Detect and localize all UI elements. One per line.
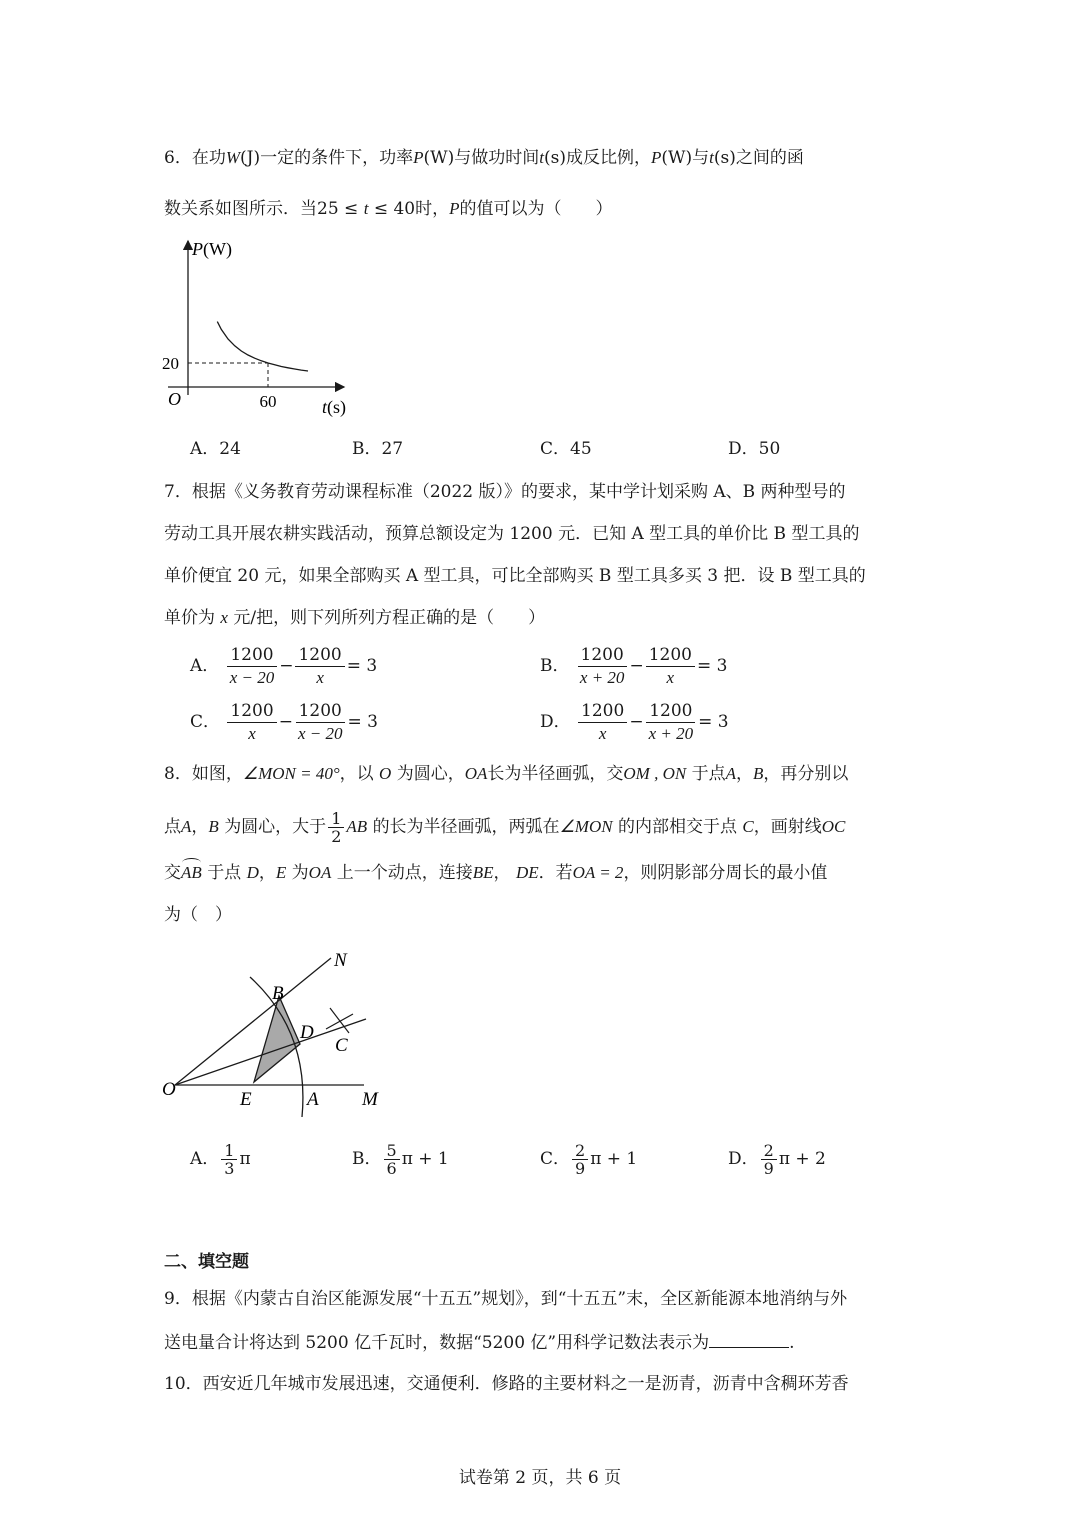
q9-line2: 送电量合计将达到 5200 亿千瓦时，数据“5200 亿”用科学记数法表示为 . <box>164 1329 795 1355</box>
label-d: D <box>300 1022 314 1043</box>
q7-option-a[interactable]: A． $\frac{1200}{x - 20}$ − $\frac{1200}{x}$ = 3 <box>190 645 378 687</box>
q6-option-a[interactable]: A．24 <box>190 439 241 459</box>
label-b: B <box>272 983 284 1004</box>
q8-geometry-figure <box>150 942 400 1132</box>
label-m: M <box>362 1089 378 1110</box>
q7-option-d[interactable]: D． $\frac{1200}{x}$ − $\frac{1200}{x + 20}$ = 3 <box>540 701 729 743</box>
q6-line2: 数关系如图所示．当25 ≤ t ≤ 40时，P的值可以为（ ） <box>164 199 613 219</box>
x-tick-label: 60 <box>259 392 277 411</box>
q6-function-graph <box>158 235 368 420</box>
q7-line2: 劳动工具开展农耕实践活动，预算总额设定为 1200 元．已知 A 型工具的单价比 B 型工具的 <box>164 524 860 544</box>
label-c: C <box>335 1035 348 1056</box>
y-tick-label: 20 <box>162 354 179 373</box>
q6-line1: 6．在功W(J)一定的条件下，功率P(W)与做功时间t(s)成反比例，P(W)与t(s)之间的函 <box>164 148 804 168</box>
label-a: A <box>307 1089 319 1110</box>
q7-option-b[interactable]: B． $\frac{1200}{x + 20}$ − $\frac{1200}{x}$ = 3 <box>540 645 728 687</box>
q8-option-d[interactable]: D． $\frac{2}{9}$ π + 2 <box>728 1141 826 1178</box>
q6-option-b[interactable]: B．27 <box>352 439 404 459</box>
q7-line1: 7．根据《义务教育劳动课程标准（2022 版）》的要求，某中学计划采购 A、B 两种型号的 <box>164 482 846 502</box>
label-n: N <box>334 950 347 971</box>
q8-line3: 交AB 于点 D，E 为OA 上一个动点，连接BE， DE．若OA = 2，则阴影部分周长的最小值 <box>164 863 828 883</box>
q8-option-c[interactable]: C． $\frac{2}{9}$ π + 1 <box>540 1141 638 1178</box>
x-axis-label: t(s) <box>322 397 347 417</box>
inverse-proportion-curve <box>217 322 308 371</box>
q9-line1: 9．根据《内蒙古自治区能源发展“十五五”规划》，到“十五五”末，全区新能源本地消纳与外 <box>164 1289 848 1309</box>
arc-mark-2 <box>326 1014 353 1029</box>
y-axis-label: P(W) <box>192 239 232 259</box>
q7-line3: 单价便宜 20 元，如果全部购买 A 型工具，可比全部购买 B 型工具多买 3 把．设 B 型工具的 <box>164 566 866 586</box>
label-e: E <box>240 1089 252 1110</box>
label-o: O <box>162 1079 176 1100</box>
arc-mark-1 <box>330 1008 349 1033</box>
q8-line4: 为（ ） <box>164 905 232 925</box>
origin-label: O <box>168 389 181 409</box>
q8-line1: 8．如图，∠MON = 40°，以 O 为圆心，OA长为半径画弧，交OM , ON 于点A，B，再分别以 <box>164 764 849 784</box>
section-title-fill-in: 二、填空题 <box>164 1252 249 1272</box>
q8-option-a[interactable]: A． $\frac{1}{3}$ π <box>190 1141 251 1178</box>
q6-option-d[interactable]: D．50 <box>728 439 781 459</box>
q9-answer-blank[interactable] <box>709 1329 789 1348</box>
q8-option-b[interactable]: B． $\frac{5}{6}$ π + 1 <box>352 1141 449 1178</box>
q8-line2: 点A，B 为圆心，大于 $\frac{1}{2}$ AB 的长为半径画弧，两弧在∠MON 的内部相交于点 C，画射线OC <box>164 809 846 846</box>
q10-line1: 10．西安近几年城市发展迅速，交通便利．修路的主要材料之一是沥青，沥青中含稠环芳香 <box>164 1374 849 1394</box>
q6-option-c[interactable]: C．45 <box>540 439 592 459</box>
q7-line4: 单价为 x 元/把，则下列所列方程正确的是（ ） <box>164 608 546 628</box>
q7-option-c[interactable]: C． $\frac{1200}{x}$ − $\frac{1200}{x - 20}$ = 3 <box>190 701 378 743</box>
page-footer: 试卷第 2 页，共 6 页 <box>458 1468 622 1488</box>
